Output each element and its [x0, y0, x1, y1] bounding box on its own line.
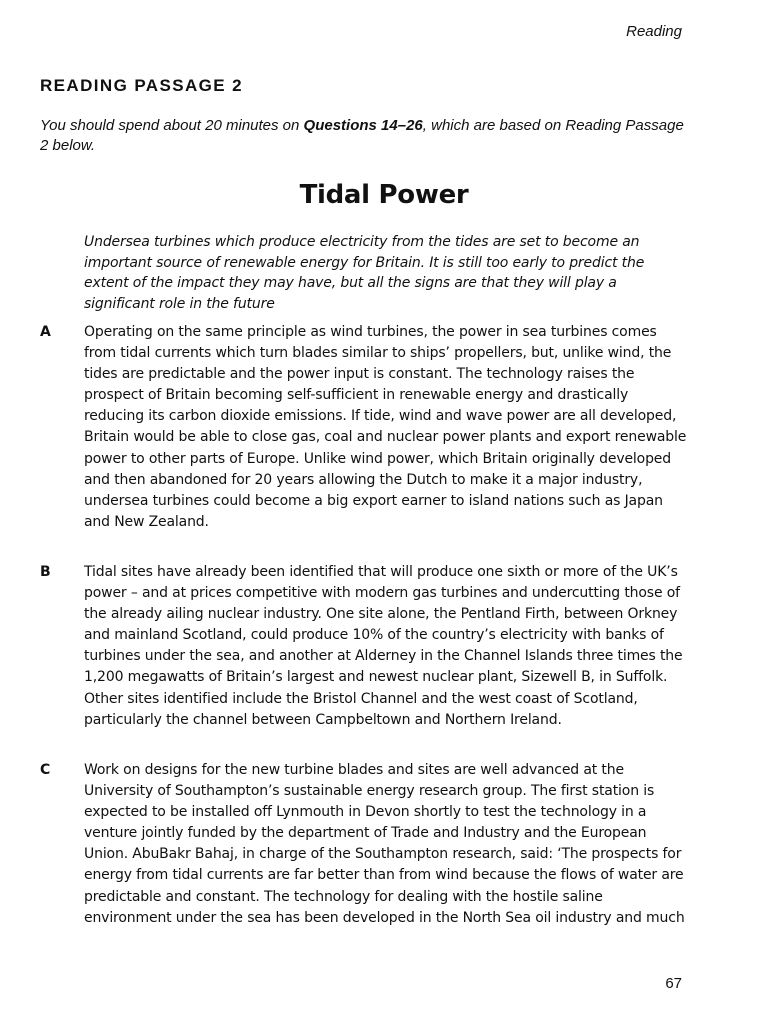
- instructions: [40, 116, 690, 156]
- page-number: 67: [665, 975, 682, 992]
- questions-range: Questions 14–26: [303, 117, 423, 134]
- paragraph-letter: A: [40, 324, 51, 340]
- article-title: Tidal Power: [299, 180, 469, 210]
- paragraph-text: Tidal sites have already been identified that will produce one sixth or more of the UK’s power – and at prices competitive with modern gas turbines and undercutting those of the already ailing nuclear industry. One site alone, the Pentland Firth, between Orkney and mainland Scotland, could produce 10% of the country’s electricity with banks of turbines under the sea, and another at Alderney in the Channel Islands three times the 1,200 megawatts of Britain’s largest and newest nuclear plant, Sizewell B, in Suffolk. Other sites identified include the Bristol Channel and the west coast of Scotland, particularly the channel between Campbeltown and Northern Ireland.: [84, 564, 683, 728]
- instructions-after: , which are based on Reading Passage 2 below.: [40, 117, 684, 154]
- paragraph-c: [40, 760, 690, 929]
- paragraph-text: Operating on the same principle as wind turbines, the power in sea turbines comes from tidal currents which turn blades similar to ships’ propellers, but, unlike wind, the tides are predictable and the power input is constant. The technology raises the prospect of Britain becoming self-sufficient in renewable energy and drastically reducing its carbon dioxide emissions. If tide, wind and wave power are all developed, Britain would be able to close gas, coal and nuclear power plants and export renewable power to other parts of Europe. Unlike wind power, which Britain originally developed and then abandoned for 20 years allowing the Dutch to make it a major industry, undersea turbines could become a big export earner to island nations such as Japan and New Zealand.: [84, 324, 687, 530]
- running-head: Reading: [626, 23, 682, 40]
- paragraph-letter: C: [40, 762, 51, 778]
- paragraph-letter: B: [40, 564, 51, 580]
- paragraph-b: [40, 562, 690, 731]
- instructions-before: You should spend about 20 minutes on: [40, 117, 304, 134]
- paragraph-text: Work on designs for the new turbine blades and sites are well advanced at the University of Southampton’s sustainable energy research group. The first station is expected to be installed off Lynmouth in Devon shortly to test the technology in a venture jointly funded by the department of Trade and Industry and the European Union. AbuBakr Bahaj, in charge of the Southampton research, said: ‘The prospects for energy from tidal currents are far better than from wind because the flows of water are predictable and constant. The technology for dealing with the hostile saline environment under the sea has been developed in the North Sea oil industry and much: [84, 762, 685, 926]
- passage-heading: READING PASSAGE 2: [40, 76, 243, 95]
- article-intro: Undersea turbines which produce electricity from the tides are set to become an important source of renewable energy for Britain. It is still too early to predict the extent of the impact they may have, but all the signs are that they will play a significant role in the future: [84, 234, 645, 312]
- paragraph-a: [40, 322, 690, 533]
